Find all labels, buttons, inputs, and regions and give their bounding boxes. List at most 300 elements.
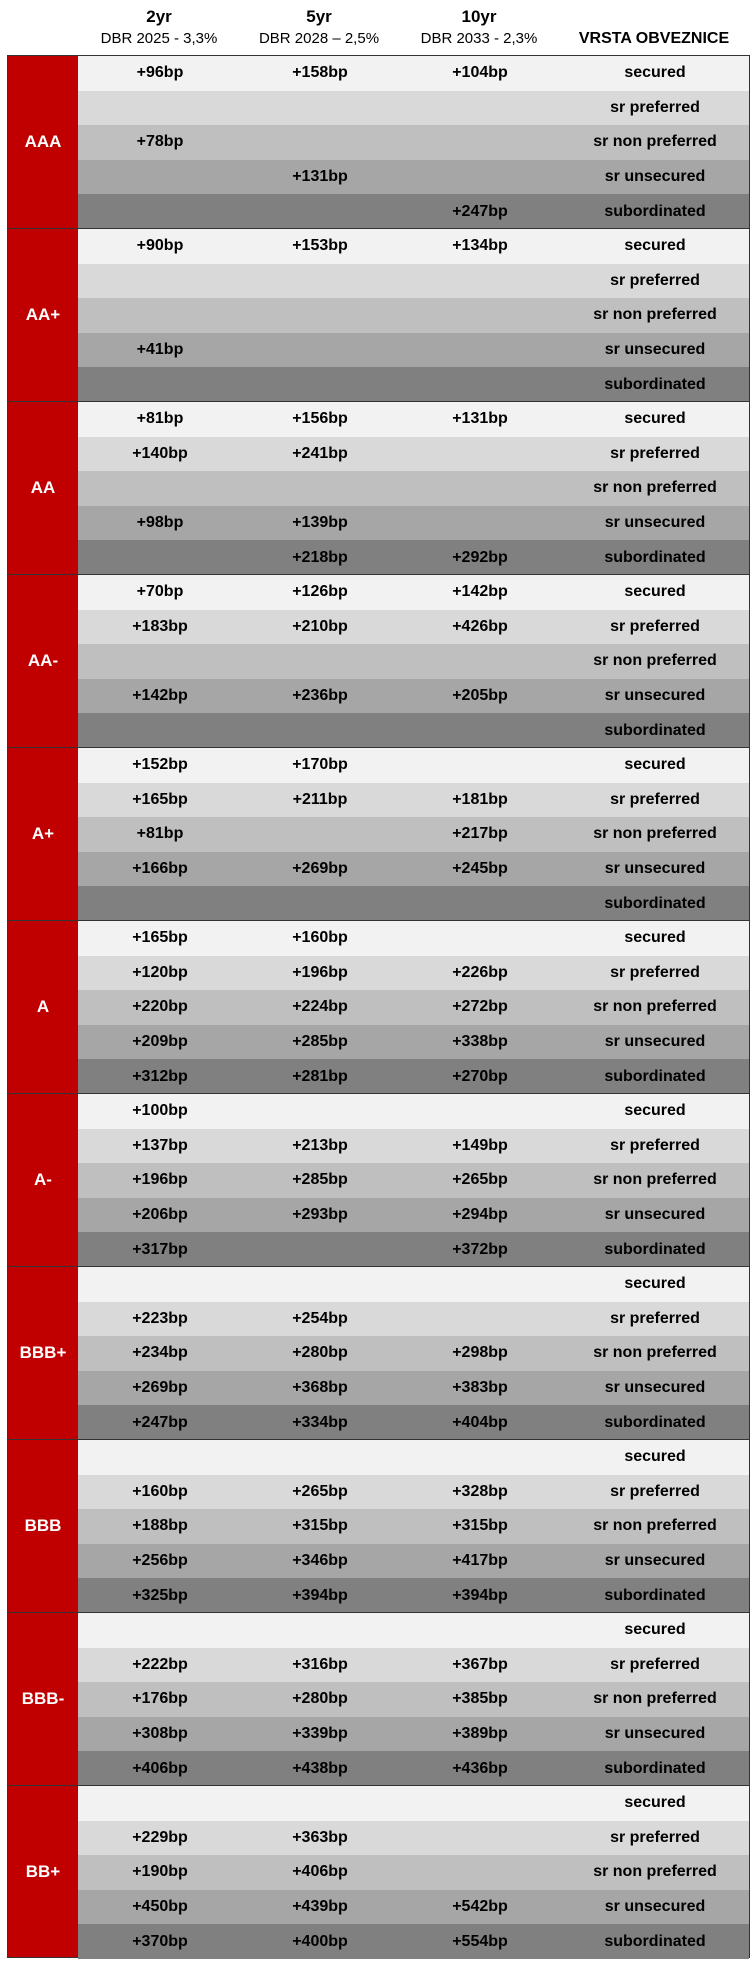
bond-type: subordinated [604, 548, 706, 566]
spread-10yr [400, 367, 560, 402]
spread-2yr: +220bp [132, 998, 188, 1016]
spread-2yr: +137bp [132, 1136, 188, 1154]
spread-10yr: +270bp [452, 1067, 508, 1085]
bond-type: sr non preferred [593, 1171, 717, 1189]
bond-type: sr unsecured [604, 1725, 706, 1743]
table-row [78, 1475, 749, 1510]
rating-rows [78, 575, 749, 747]
rating-group [7, 1439, 750, 1612]
spread-2yr: +406bp [132, 1759, 188, 1777]
spread-10yr: +417bp [452, 1552, 508, 1570]
spread-2yr: +90bp [136, 237, 184, 255]
header-5yr [239, 6, 399, 50]
spread-10yr: +426bp [452, 617, 508, 635]
spread-10yr [400, 644, 560, 679]
bond-type: subordinated [604, 202, 706, 220]
spread-10yr: +142bp [452, 583, 508, 601]
spread-10yr: +245bp [452, 860, 508, 878]
bond-type: sr unsecured [604, 860, 706, 878]
spread-10yr [400, 713, 560, 748]
table-row [78, 921, 749, 956]
table-row [78, 1198, 749, 1233]
spread-5yr: +316bp [292, 1655, 348, 1673]
spread-5yr [240, 194, 400, 229]
rating-label: A- [8, 1094, 78, 1266]
spread-2yr [80, 264, 240, 299]
spread-2yr: +140bp [132, 444, 188, 462]
table-row [78, 194, 749, 229]
spread-5yr: +438bp [292, 1759, 348, 1777]
spread-2yr [80, 1613, 240, 1648]
table-row [78, 1440, 749, 1475]
spread-10yr [400, 886, 560, 921]
spread-10yr [400, 1094, 560, 1129]
benchmark-label: DBR 2033 - 2,3% [420, 30, 538, 47]
spread-2yr: +165bp [132, 929, 188, 947]
table-row [78, 367, 749, 402]
spread-5yr [240, 1267, 400, 1302]
bond-type: secured [624, 1794, 686, 1812]
table-row [78, 1059, 749, 1094]
spread-2yr [80, 298, 240, 333]
table-row [78, 1717, 749, 1752]
spread-2yr [80, 713, 240, 748]
bond-type: sr preferred [610, 444, 700, 462]
spread-5yr: +346bp [292, 1552, 348, 1570]
bond-type: sr preferred [610, 1482, 700, 1500]
rating-rows [78, 402, 749, 574]
spread-5yr: +315bp [292, 1517, 348, 1535]
bond-type: sr preferred [610, 790, 700, 808]
bond-type: secured [624, 929, 686, 947]
bond-type: sr unsecured [604, 514, 706, 532]
benchmark-label: DBR 2028 – 2,5% [258, 30, 380, 47]
rating-label: AA+ [8, 229, 78, 401]
rating-group [7, 1612, 750, 1785]
spread-2yr: +81bp [136, 410, 184, 428]
spread-10yr: +315bp [452, 1517, 508, 1535]
spread-2yr: +78bp [136, 133, 184, 151]
spread-2yr: +152bp [132, 756, 188, 774]
spread-5yr: +339bp [292, 1725, 348, 1743]
rating-label: A+ [8, 748, 78, 920]
spread-2yr: +176bp [132, 1690, 188, 1708]
spread-2yr: +370bp [132, 1932, 188, 1950]
spread-2yr [80, 160, 240, 195]
spread-10yr: +385bp [452, 1690, 508, 1708]
spread-2yr: +312bp [132, 1067, 188, 1085]
header-10yr [399, 6, 559, 50]
spread-5yr: +406bp [292, 1863, 348, 1881]
table-row [78, 817, 749, 852]
spread-2yr [80, 1267, 240, 1302]
rating-rows [78, 921, 749, 1093]
spread-5yr: +368bp [292, 1379, 348, 1397]
rating-group [7, 1266, 750, 1439]
bond-type: secured [624, 64, 686, 82]
bond-type: sr non preferred [593, 479, 717, 497]
spread-5yr [240, 298, 400, 333]
table-row [78, 1336, 749, 1371]
bond-type: secured [624, 583, 686, 601]
spread-5yr: +394bp [292, 1586, 348, 1604]
spread-5yr [240, 333, 400, 368]
spread-5yr: +265bp [292, 1482, 348, 1500]
bond-type: sr non preferred [593, 1344, 717, 1362]
spread-2yr [80, 194, 240, 229]
bond-type: secured [624, 1448, 686, 1466]
rating-label: BB+ [8, 1786, 78, 1957]
spread-5yr [240, 1440, 400, 1475]
table-row [78, 1163, 749, 1198]
spread-2yr: +450bp [132, 1898, 188, 1916]
spread-10yr: +338bp [452, 1033, 508, 1051]
spread-5yr: +269bp [292, 860, 348, 878]
rating-label: A [8, 921, 78, 1093]
bond-type: secured [624, 410, 686, 428]
spread-2yr: +190bp [132, 1863, 188, 1881]
table-row [78, 990, 749, 1025]
table-row [78, 402, 749, 437]
spread-2yr [80, 91, 240, 126]
spread-10yr [400, 264, 560, 299]
spread-5yr: +293bp [292, 1206, 348, 1224]
spread-5yr: +241bp [292, 444, 348, 462]
table-row [78, 1613, 749, 1648]
table-row [78, 1509, 749, 1544]
bond-type: sr non preferred [593, 133, 717, 151]
table-row [78, 852, 749, 887]
table-row [78, 1648, 749, 1683]
spread-10yr: +217bp [452, 825, 508, 843]
spread-10yr: +367bp [452, 1655, 508, 1673]
spread-5yr: +170bp [292, 756, 348, 774]
rating-label: BBB [8, 1440, 78, 1612]
spread-10yr [400, 1821, 560, 1856]
spread-2yr: +166bp [132, 860, 188, 878]
bond-type: sr unsecured [604, 1033, 706, 1051]
spread-5yr: +280bp [292, 1690, 348, 1708]
spread-10yr [400, 125, 560, 160]
table-row [78, 1544, 749, 1579]
bond-type: sr non preferred [593, 998, 717, 1016]
bond-type: sr preferred [610, 1655, 700, 1673]
table-row [78, 1821, 749, 1856]
spread-10yr [400, 1267, 560, 1302]
bond-type: subordinated [604, 1240, 706, 1258]
spread-10yr: +389bp [452, 1725, 508, 1743]
bond-type: secured [624, 1275, 686, 1293]
spread-5yr: +236bp [292, 687, 348, 705]
bond-type: subordinated [604, 1067, 706, 1085]
spread-10yr [400, 1302, 560, 1337]
spread-5yr [240, 1232, 400, 1267]
spread-5yr [240, 91, 400, 126]
spread-2yr: +98bp [136, 514, 184, 532]
bond-type: sr non preferred [593, 1517, 717, 1535]
spread-2yr: +100bp [132, 1102, 188, 1120]
bond-type: subordinated [604, 721, 706, 739]
table-header [7, 0, 750, 55]
spread-2yr: +247bp [132, 1413, 188, 1431]
spread-5yr: +439bp [292, 1898, 348, 1916]
spread-2yr: +96bp [136, 64, 184, 82]
bond-type: sr unsecured [604, 687, 706, 705]
spread-2yr [80, 471, 240, 506]
spread-2yr: +317bp [132, 1240, 188, 1258]
table-row [78, 886, 749, 921]
bond-type: subordinated [604, 1413, 706, 1431]
table-row [78, 1682, 749, 1717]
spread-10yr [400, 91, 560, 126]
spread-5yr: +211bp [292, 790, 348, 808]
rating-rows [78, 1267, 749, 1439]
table-row [78, 1094, 749, 1129]
spread-2yr: +70bp [136, 583, 184, 601]
spread-2yr: +206bp [132, 1206, 188, 1224]
spread-2yr: +325bp [132, 1586, 188, 1604]
bond-type: subordinated [604, 375, 706, 393]
table-row [78, 229, 749, 264]
spread-10yr: +104bp [452, 64, 508, 82]
table-row [78, 1302, 749, 1337]
spread-5yr [240, 1613, 400, 1648]
rating-group [7, 920, 750, 1093]
spread-2yr: +41bp [136, 341, 184, 359]
table-row [78, 1751, 749, 1786]
spread-10yr: +205bp [452, 687, 508, 705]
rating-group [7, 1785, 750, 1958]
bond-type: sr unsecured [604, 1552, 706, 1570]
spread-10yr [400, 1613, 560, 1648]
bond-type: secured [624, 756, 686, 774]
spread-10yr: +292bp [452, 548, 508, 566]
bond-type: subordinated [604, 894, 706, 912]
table-row [78, 471, 749, 506]
rating-group [7, 401, 750, 574]
spread-5yr: +213bp [292, 1136, 348, 1154]
bond-type: sr preferred [610, 98, 700, 116]
spread-5yr: +158bp [292, 64, 348, 82]
bond-type: subordinated [604, 1759, 706, 1777]
spread-2yr [80, 1440, 240, 1475]
bond-type: sr preferred [610, 963, 700, 981]
spread-2yr [80, 540, 240, 575]
spread-5yr: +153bp [292, 237, 348, 255]
table-row [78, 333, 749, 368]
bond-type: secured [624, 237, 686, 255]
table-row [78, 1405, 749, 1440]
spread-5yr [240, 264, 400, 299]
tenor-label: 2yr [146, 7, 172, 26]
spread-10yr: +247bp [452, 202, 508, 220]
spread-5yr: +160bp [292, 929, 348, 947]
table-row [78, 1578, 749, 1613]
header-2yr [79, 6, 239, 50]
spread-5yr: +131bp [292, 168, 348, 186]
bond-type: secured [624, 1621, 686, 1639]
rating-group [7, 228, 750, 401]
spread-5yr: +210bp [292, 617, 348, 635]
spread-5yr [240, 471, 400, 506]
rating-label: AA [8, 402, 78, 574]
bond-type: sr non preferred [593, 825, 717, 843]
bond-type: sr preferred [610, 1828, 700, 1846]
table-row [78, 575, 749, 610]
spread-5yr: +196bp [292, 963, 348, 981]
bond-type: sr non preferred [593, 652, 717, 670]
spread-5yr [240, 886, 400, 921]
spread-10yr: +181bp [452, 790, 508, 808]
table-row [78, 1924, 749, 1959]
spread-table [7, 0, 750, 1958]
spread-10yr: +394bp [452, 1586, 508, 1604]
spread-10yr: +542bp [452, 1898, 508, 1916]
spread-2yr: +183bp [132, 617, 188, 635]
table-row [78, 540, 749, 575]
bond-type: sr unsecured [604, 168, 706, 186]
spread-2yr [80, 644, 240, 679]
spread-5yr: +400bp [292, 1932, 348, 1950]
spread-10yr: +134bp [452, 237, 508, 255]
spread-10yr: +294bp [452, 1206, 508, 1224]
table-row [78, 1890, 749, 1925]
spread-2yr: +120bp [132, 963, 188, 981]
spread-5yr: +126bp [292, 583, 348, 601]
spread-10yr [400, 1440, 560, 1475]
table-row [78, 956, 749, 991]
bond-type: subordinated [604, 1586, 706, 1604]
table-row [78, 125, 749, 160]
bond-type: sr non preferred [593, 1863, 717, 1881]
spread-10yr: +272bp [452, 998, 508, 1016]
spread-10yr: +404bp [452, 1413, 508, 1431]
rating-rows [78, 56, 749, 228]
spread-5yr: +285bp [292, 1171, 348, 1189]
spread-5yr: +280bp [292, 1344, 348, 1362]
table-row [78, 1267, 749, 1302]
spread-10yr: +298bp [452, 1344, 508, 1362]
spread-5yr [240, 125, 400, 160]
spread-2yr: +188bp [132, 1517, 188, 1535]
spread-10yr [400, 921, 560, 956]
bond-type: secured [624, 1102, 686, 1120]
spread-5yr: +139bp [292, 514, 348, 532]
table-row [78, 1371, 749, 1406]
table-row [78, 264, 749, 299]
table-row [78, 679, 749, 714]
bond-type: sr preferred [610, 1136, 700, 1154]
spread-5yr: +285bp [292, 1033, 348, 1051]
spread-5yr: +334bp [292, 1413, 348, 1431]
spread-10yr [400, 471, 560, 506]
spread-2yr: +308bp [132, 1725, 188, 1743]
spread-10yr: +265bp [452, 1171, 508, 1189]
tenor-label: 10yr [461, 7, 497, 26]
rating-rows [78, 748, 749, 920]
rating-label: AA- [8, 575, 78, 747]
spread-2yr: +269bp [132, 1379, 188, 1397]
spread-10yr [400, 298, 560, 333]
spread-10yr: +226bp [452, 963, 508, 981]
spread-2yr: +160bp [132, 1482, 188, 1500]
spread-10yr: +149bp [452, 1136, 508, 1154]
rating-group [7, 747, 750, 920]
table-row [78, 644, 749, 679]
bond-type: sr unsecured [604, 341, 706, 359]
tenor-label: 5yr [306, 7, 332, 26]
spread-5yr: +224bp [292, 998, 348, 1016]
spread-5yr: +254bp [292, 1309, 348, 1327]
spread-2yr [80, 1786, 240, 1821]
spread-10yr: +328bp [452, 1482, 508, 1500]
rating-rows [78, 1094, 749, 1266]
spread-2yr: +196bp [132, 1171, 188, 1189]
bond-type: sr unsecured [604, 1206, 706, 1224]
table-row [78, 56, 749, 91]
rating-rows [78, 1613, 749, 1785]
table-row [78, 437, 749, 472]
spread-5yr [240, 1786, 400, 1821]
rating-label: BBB- [8, 1613, 78, 1785]
table-row [78, 783, 749, 818]
spread-10yr: +436bp [452, 1759, 508, 1777]
spread-5yr [240, 1094, 400, 1129]
table-row [78, 610, 749, 645]
table-row [78, 160, 749, 195]
spread-5yr [240, 367, 400, 402]
spread-2yr [80, 367, 240, 402]
spread-2yr: +234bp [132, 1344, 188, 1362]
rating-label: AAA [8, 56, 78, 228]
table-row [78, 298, 749, 333]
rating-groups [7, 55, 750, 1958]
spread-10yr [400, 333, 560, 368]
spread-10yr: +372bp [452, 1240, 508, 1258]
rating-rows [78, 1440, 749, 1612]
spread-10yr [400, 506, 560, 541]
bond-type: sr preferred [610, 271, 700, 289]
spread-10yr [400, 1786, 560, 1821]
bond-type: sr preferred [610, 1309, 700, 1327]
spread-10yr [400, 748, 560, 783]
spread-5yr [240, 644, 400, 679]
table-row [78, 1855, 749, 1890]
benchmark-label: DBR 2025 - 3,3% [100, 30, 218, 47]
table-row [78, 1129, 749, 1164]
spread-2yr: +229bp [132, 1828, 188, 1846]
rating-group [7, 574, 750, 747]
spread-5yr: +156bp [292, 410, 348, 428]
table-row [78, 748, 749, 783]
header-bond-type: VRSTA OBVEZNICE [578, 30, 730, 47]
rating-rows [78, 229, 749, 401]
spread-2yr: +142bp [132, 687, 188, 705]
table-row [78, 1786, 749, 1821]
rating-label: BBB+ [8, 1267, 78, 1439]
spread-2yr: +209bp [132, 1033, 188, 1051]
rating-group [7, 55, 750, 228]
table-row [78, 506, 749, 541]
rating-group [7, 1093, 750, 1266]
spread-10yr: +554bp [452, 1932, 508, 1950]
spread-10yr: +131bp [452, 410, 508, 428]
spread-10yr [400, 1855, 560, 1890]
bond-type: sr preferred [610, 617, 700, 635]
table-row [78, 1232, 749, 1267]
spread-10yr [400, 160, 560, 195]
spread-5yr: +281bp [292, 1067, 348, 1085]
